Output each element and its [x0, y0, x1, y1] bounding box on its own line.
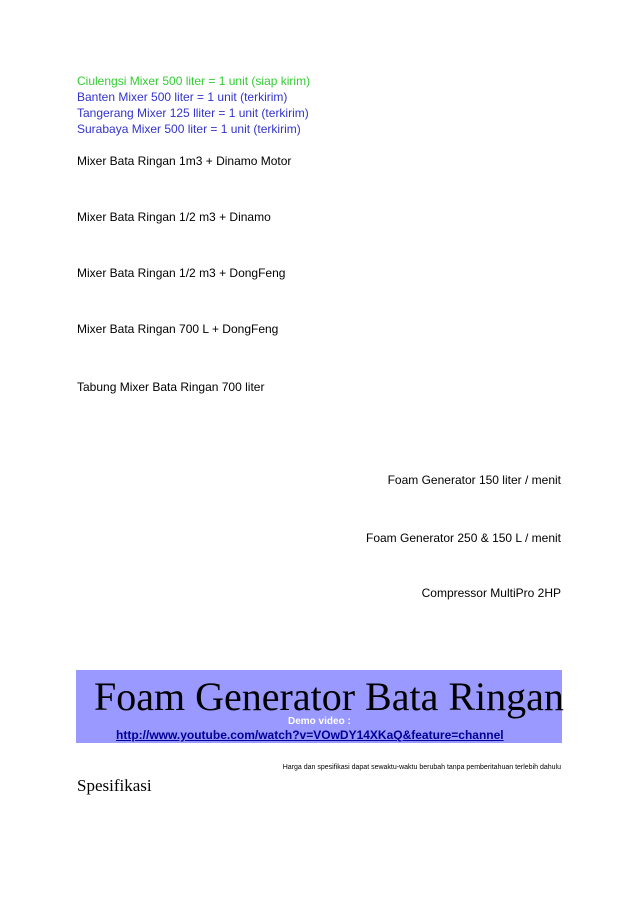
shipping-line: Ciulengsi Mixer 500 liter = 1 unit (siap kirim): [77, 74, 311, 88]
shipping-line: Surabaya Mixer 500 liter = 1 unit (terkirim): [77, 122, 301, 136]
section-heading: Spesifikasi: [77, 776, 152, 795]
product-caption-right: Foam Generator 150 liter / menit: [387, 473, 561, 487]
product-caption: Mixer Bata Ringan 1m3 + Dinamo Motor: [77, 154, 292, 168]
price-disclaimer: Harga dan spesifikasi dapat sewaktu-waktu berubah tanpa pemberitahuan terlebih dahulu: [282, 764, 561, 771]
shipping-line: Tangerang Mixer 125 lliter = 1 unit (terkirim): [77, 106, 309, 120]
product-caption: Tabung Mixer Bata Ringan 700 liter: [77, 380, 265, 394]
product-caption: Mixer Bata Ringan 1/2 m3 + DongFeng: [77, 266, 286, 280]
demo-label: Demo video :: [288, 716, 351, 727]
shipping-line: Banten Mixer 500 liter = 1 unit (terkirim): [77, 90, 288, 104]
product-caption-right: Compressor MultiPro 2HP: [421, 586, 561, 600]
product-caption: Mixer Bata Ringan 1/2 m3 + Dinamo: [77, 210, 271, 224]
video-link[interactable]: http://www.youtube.com/watch?v=VOwDY14XKaQ&feature=channel: [116, 728, 504, 742]
product-caption-right: Foam Generator 250 & 150 L / menit: [366, 531, 561, 545]
product-caption: Mixer Bata Ringan 700 L + DongFeng: [77, 322, 279, 336]
banner-title: Foam Generator Bata Ringan: [94, 674, 564, 719]
promo-banner: [76, 670, 562, 743]
